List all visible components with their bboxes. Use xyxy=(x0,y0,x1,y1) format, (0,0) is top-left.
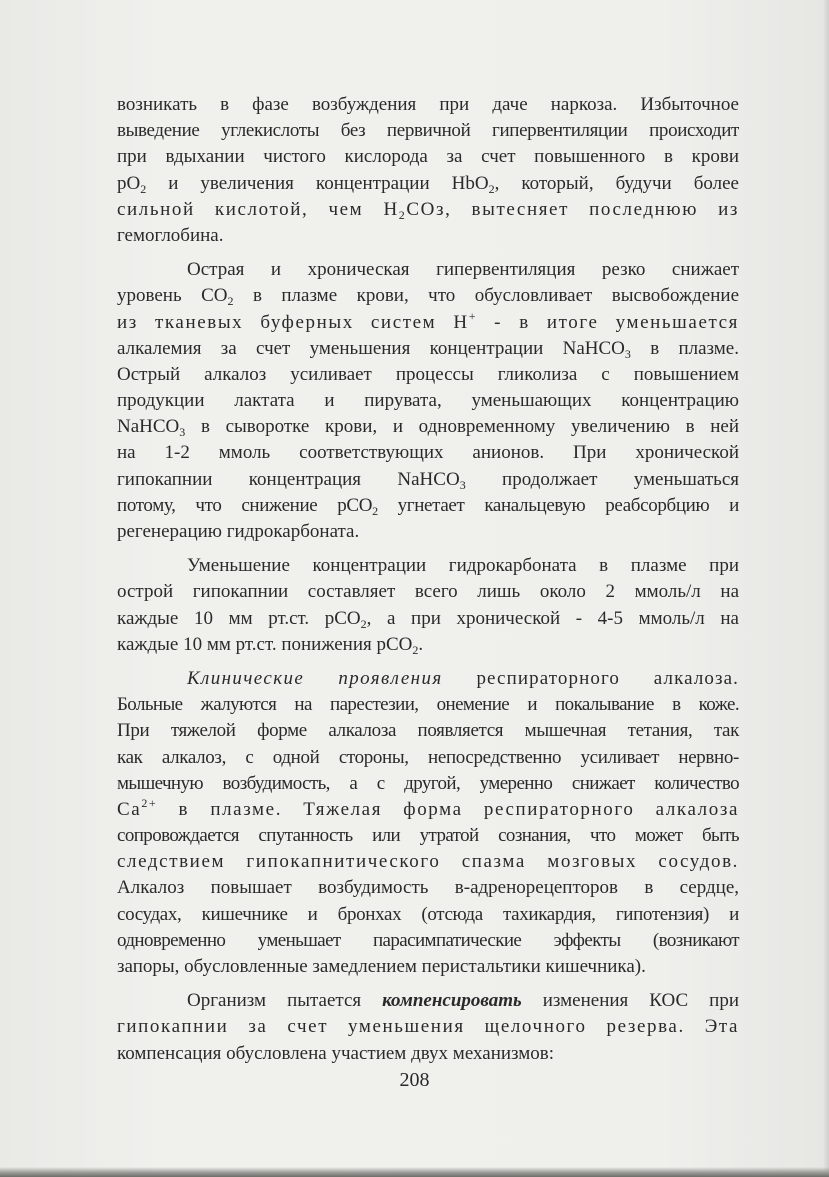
text-run: алкалемия за счет уменьшения концентрации NaHCO xyxy=(117,337,625,359)
text-run: потому, что снижение рСО xyxy=(117,494,373,516)
text-run: изменения КОС при xyxy=(521,990,739,1012)
text-line: следствием гипокапнитического спазма мозговых сосудов. xyxy=(117,851,739,873)
text-line xyxy=(117,414,739,440)
paragraph-1 xyxy=(117,92,739,249)
text-line xyxy=(117,310,739,336)
subscript: 2 xyxy=(360,616,367,631)
text-line xyxy=(117,988,739,1014)
paragraph-5 xyxy=(117,988,739,1067)
text-run: NaHCO xyxy=(117,416,180,438)
text-line: Алкалоз повышает возбудимость в-адренорецепторов в сердце, xyxy=(117,877,739,899)
text-run: уровень СО xyxy=(117,285,228,307)
text-line xyxy=(117,666,739,692)
paragraph-3 xyxy=(117,553,739,658)
text-line: при вдыхании чистого кислорода за счет повышенного в крови xyxy=(117,146,739,168)
text-line: острой гипокапнии составляет всего лишь около 2 ммоль/л на xyxy=(117,581,739,603)
text-run: в плазме. Тяжелая форма респираторного алкалоза xyxy=(157,798,739,820)
text-run: сильной кислотой, чем H xyxy=(117,198,399,220)
text-run: Организм пытается xyxy=(187,990,383,1012)
text-line: мышечную возбудимость, а с другой, умеренно снижает количество xyxy=(117,772,739,794)
text-run: в плазме крови, что обусловливает высвобождение xyxy=(233,285,739,307)
text-run: продолжает уменьшаться xyxy=(465,468,739,490)
text-line xyxy=(117,606,739,632)
text-run: каждые 10 мм рт.ст. понижения рСО xyxy=(117,633,413,655)
text-run: и увеличения концентрации HbO xyxy=(146,172,489,194)
text-run: . xyxy=(418,633,424,655)
page-bottom-edge xyxy=(0,1167,829,1177)
text-run: Ca xyxy=(117,798,142,820)
text-line: гемоглобина. xyxy=(117,224,224,246)
text-line: сосудах, кишечнике и бронхах (отсюда тахикардия, гипотензия) и xyxy=(117,903,739,925)
subscript: 2 xyxy=(398,207,407,222)
subscript: 2 xyxy=(227,294,234,309)
text-line: на 1-2 ммоль соответствующих анионов. При хронической xyxy=(117,442,739,464)
text-line xyxy=(117,283,739,309)
subscript: 2 xyxy=(412,642,419,657)
text-line: сопровождается спутанность или утратой сознания, что может быть xyxy=(117,825,739,847)
emphasized-term: компенсировать xyxy=(382,990,522,1012)
superscript: 2+ xyxy=(141,795,158,810)
text-line xyxy=(117,336,739,362)
subscript: 3 xyxy=(459,477,466,492)
text-line xyxy=(117,171,739,197)
text-line: регенерацию гидрокарбоната. xyxy=(117,521,360,542)
text-run: угнетает канальцевую реабсорбцию и xyxy=(377,494,739,516)
text-run: - в итоге уменьшается xyxy=(477,311,739,333)
text-line: Острый алкалоз усиливает процессы гликолиза с повышением xyxy=(117,363,739,385)
text-line xyxy=(117,197,739,223)
paragraph-2 xyxy=(117,257,739,545)
text-line: Уменьшение концентрации гидрокарбоната в плазме при xyxy=(187,555,739,577)
page-edge-shadow xyxy=(823,0,829,1177)
text-line xyxy=(117,632,739,658)
text-run: из тканевых буферных систем Н xyxy=(117,311,469,333)
text-line: как алкалоз, с одной стороны, непосредственно усиливает нервно- xyxy=(117,746,739,768)
subscript: 2 xyxy=(140,181,147,196)
text-run: , который, будучи более xyxy=(494,172,739,194)
text-run: рО xyxy=(117,172,141,194)
text-run: в плазме. xyxy=(630,337,739,359)
italic-heading: Клинические проявления xyxy=(187,667,443,689)
text-line: гипокапнии за счет уменьшения щелочного резерва. Эта xyxy=(117,1016,739,1038)
text-line: запоры, обусловленные замедлением перистальтики кишечника). xyxy=(117,956,646,977)
text-line xyxy=(117,493,739,519)
text-line: компенсация обусловлена участием двух механизмов: xyxy=(117,1042,555,1064)
text-line: выведение углекислоты без первичной гипервентиляции происходит xyxy=(117,120,739,142)
text-line xyxy=(117,797,739,823)
subscript: 3 xyxy=(624,346,631,361)
text-run: , а при хронической - 4-5 ммоль/л на xyxy=(366,607,739,629)
superscript: + xyxy=(468,308,478,323)
text-run: COз, вытесняет последнюю из xyxy=(406,198,739,220)
text-line: Острая и хроническая гипервентиляция резко снижает xyxy=(187,259,739,281)
text-run: каждые 10 мм рт.ст. рСО xyxy=(117,607,361,629)
page-number: 208 xyxy=(399,1069,430,1091)
text-line: При тяжелой форме алкалоза появляется мышечная тетания, так xyxy=(117,720,739,742)
subscript: 2 xyxy=(488,181,495,196)
subscript: 2 xyxy=(372,503,378,518)
text-line xyxy=(117,467,739,493)
text-run: гипокапнии концентрация NaHCO xyxy=(117,468,460,490)
text-line: одновременно уменьшает парасимпатические эффекты (возникают xyxy=(117,929,739,951)
text-run: в сыворотке крови, и одновременному увеличению в ней xyxy=(185,416,739,438)
text-run: респираторного алкалоза. xyxy=(442,667,740,689)
text-line: возникать в фазе возбуждения при даче наркоза. Избыточное xyxy=(117,94,739,115)
subscript: 3 xyxy=(179,425,186,440)
body-text xyxy=(117,92,739,1067)
text-line: продукции лактата и пирувата, уменьшающих концентрацию xyxy=(117,390,739,412)
text-line: Больные жалуются на парестезии, онемение и покалывание в коже. xyxy=(117,694,739,716)
paragraph-4 xyxy=(117,666,739,980)
